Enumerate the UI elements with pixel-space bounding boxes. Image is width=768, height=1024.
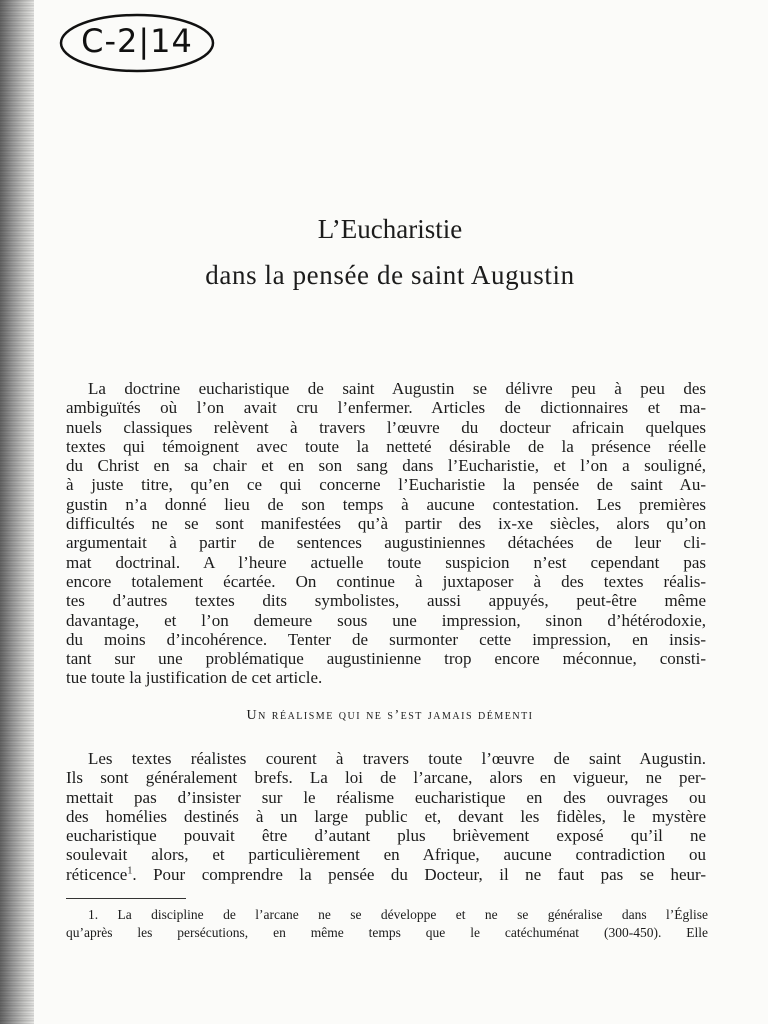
text-line: encore totalement écartée. On continue à juxtaposer à des textes réalis- [66, 571, 706, 591]
section-heading: Un réalisme qui ne s’est jamais démenti [246, 708, 534, 723]
text-line: mat doctrinal. A l’heure actuelle toute suspicion n’est cependant pas [66, 552, 706, 572]
text-line: tes d’autres textes dits symbolistes, aussi appuyés, peut-être même [66, 591, 706, 611]
archive-stamp [58, 12, 216, 74]
paragraph-intro [66, 379, 706, 688]
footnote [66, 906, 708, 942]
text-fragment: . Pour comprendre la pensée du Docteur, il ne faut pas se heur- [132, 864, 706, 884]
text-line: davantage, et l’on demeure sous une impression, sinon d’hétérodoxie, [66, 610, 706, 630]
scan-edge-shadow [0, 0, 34, 1024]
paragraph-realism [66, 749, 706, 884]
text-line: soulevait alors, et particulièrement en Afrique, aucune contradiction ou [66, 845, 706, 865]
text-line: tue toute la justification de cet article. [66, 668, 323, 688]
text-line-with-note [66, 865, 706, 884]
text-line: eucharistique pouvait être d’autant plus brièvement exposé qu’il ne [66, 826, 706, 846]
text-line: mettait pas d’insister sur le réalisme eucharistique en des ouvrages ou [66, 787, 706, 807]
text-line: du Christ en sa chair et en son sang dans l’Eucharistie, et l’on a souligné, [66, 456, 706, 476]
text-line: des homélies destinés à un large public et, devant les fidèles, le mystère [66, 806, 706, 826]
footnote-line: qu’après les persécutions, en même temps que le catéchuménat (300-450). Elle [66, 925, 708, 940]
text-line: à juste titre, qu’en ce qui concerne l’Eucharistie la pensée de saint Au- [66, 475, 706, 495]
text-line: La doctrine eucharistique de saint Augustin se délivre peu à peu des [88, 379, 706, 398]
text-line: tant sur une problématique augustinienne trop encore méconnue, consti- [66, 649, 706, 669]
article-title-line-2: dans la pensée de saint Augustin [205, 260, 575, 290]
text-line: textes qui témoignent avec toute la netteté désirable de la présence réelle [66, 436, 706, 456]
text-line: difficultés ne se sont manifestées qu’à partir des ix-xe siècles, alors qu’on [66, 514, 706, 534]
text-line: nuels classiques relèvent à travers l’œuvre du docteur africain quelques [66, 417, 706, 437]
footnote-divider [66, 898, 186, 899]
text-line: Les textes réalistes courent à travers toute l’œuvre de saint Augustin. [88, 749, 706, 768]
stamp-text: C-2|14 [81, 22, 193, 60]
text-line: du moins d’incohérence. Tenter de surmonter cette impression, en insis- [66, 629, 706, 649]
text-line: ambiguïtés où l’on avait cru l’enfermer. Articles de dictionnaires et ma- [66, 398, 706, 418]
text-fragment: réticence [66, 864, 128, 884]
article-title-line-1: L’Eucharistie [317, 214, 463, 244]
text-line: argumentait à partir de sentences augustiniennes détachées de leur cli- [66, 533, 706, 553]
text-line: Ils sont généralement brefs. La loi de l’arcane, alors en vigueur, ne per- [66, 768, 706, 788]
text-line: gustin n’a donné lieu de son temps à aucune contestation. Les premières [66, 494, 706, 514]
footnote-line: 1. La discipline de l’arcane ne se développe et ne se généralise dans l’Église [88, 907, 708, 922]
footnote-reference: 1 [127, 865, 133, 877]
